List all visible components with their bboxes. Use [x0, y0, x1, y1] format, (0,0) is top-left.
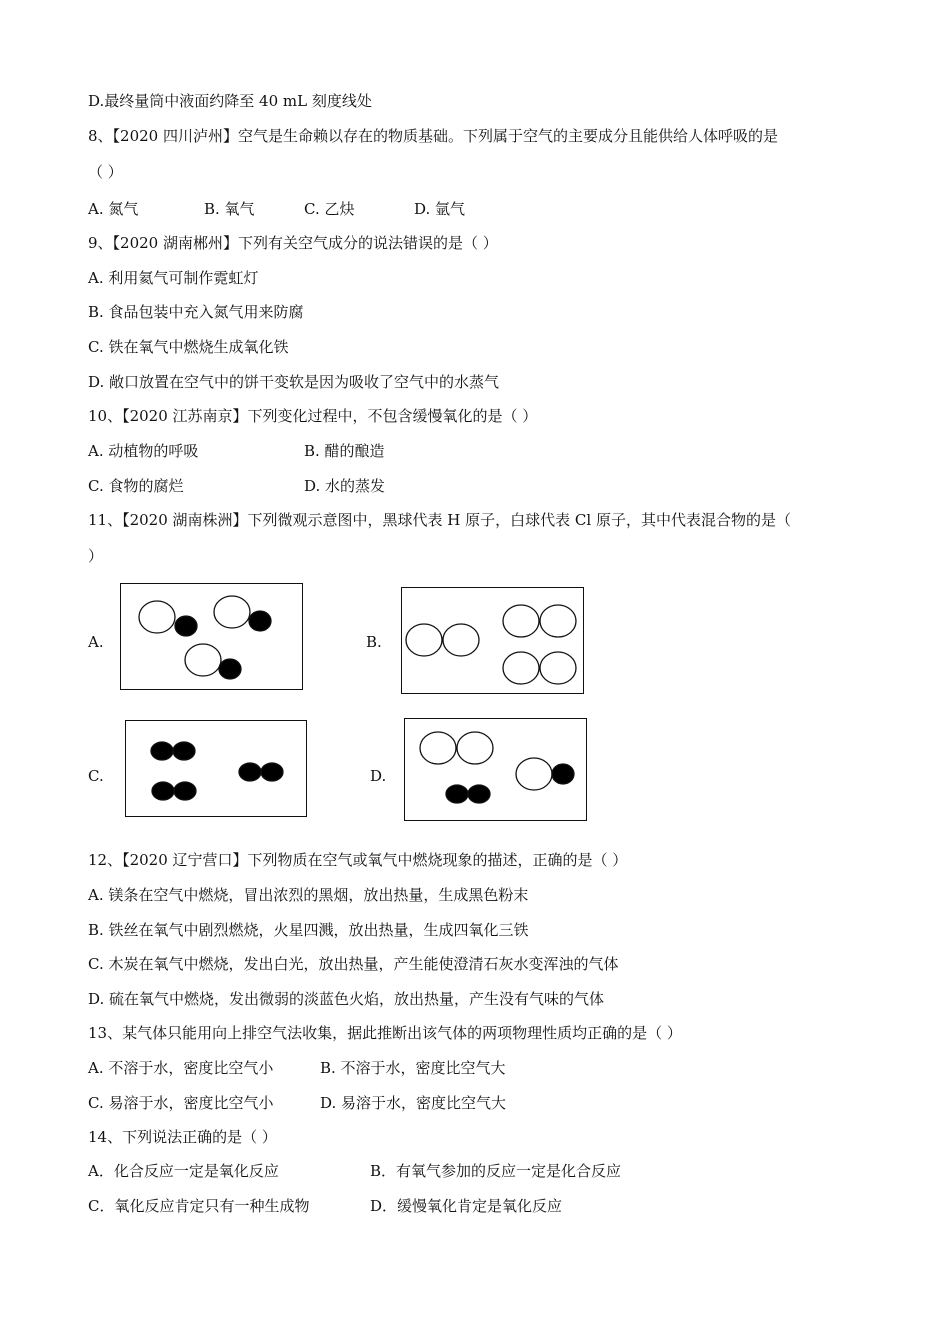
q10-option-c: C. 食物的腐烂 [88, 477, 184, 495]
q10-option-b: B. 醋的酿造 [304, 442, 385, 460]
q11-label-c: C. [88, 767, 104, 785]
q11-d-molecule-h2 [446, 785, 490, 803]
q12-option-a: A. 镁条在空气中燃烧，冒出浓烈的黑烟，放出热量，生成黑色粉末 [88, 886, 529, 904]
q12-option-b: B. 铁丝在氧气中剧烈燃烧，火星四溅，放出热量，生成四氧化三铁 [88, 921, 529, 939]
q13-stem: 13、某气体只能用向上排空气法收集，据此推断出该气体的两项物理性质均正确的是（ ） [88, 1024, 682, 1042]
q11-d-molecule-hcl [516, 758, 574, 790]
q11-stem: 11、【2020 湖南株洲】下列微观示意图中，黑球代表 H 原子，白球代表 Cl 原子，其中代表混合物的是（ [88, 511, 791, 529]
q11-answer-blank: ） [88, 547, 104, 565]
q10-stem: 10、【2020 江苏南京】下列变化过程中，不包含缓慢氧化的是（ ） [88, 407, 538, 425]
q8-option-c: C. 乙炔 [304, 200, 355, 218]
q8-answer-blank: （ ） [88, 163, 123, 181]
q11-b-molecule-1 [406, 624, 479, 656]
q8-option-b: B. 氧气 [204, 200, 255, 218]
q10-option-d: D. 水的蒸发 [304, 477, 386, 495]
q12-stem: 12、【2020 辽宁营口】下列物质在空气或氧气中燃烧现象的描述，正确的是（ ） [88, 851, 628, 869]
q14-option-b: B．有氧气参加的反应一定是化合反应 [370, 1162, 622, 1180]
q11-label-b: B. [366, 633, 382, 651]
q13-option-a: A. 不溶于水，密度比空气小 [88, 1059, 274, 1077]
q14-stem: 14、下列说法正确的是（ ） [88, 1128, 277, 1146]
q11-b-molecule-2 [503, 605, 576, 637]
q11-label-d: D. [370, 767, 387, 785]
q11-c-molecule-1 [151, 742, 195, 760]
q11-a-molecule-1 [139, 601, 197, 636]
q11-a-molecule-3 [185, 644, 241, 679]
q9-option-a: A. 利用氦气可制作霓虹灯 [88, 269, 259, 287]
q11-label-a: A. [88, 633, 104, 651]
q8-option-d: D. 氩气 [414, 200, 466, 218]
q8-stem: 8、【2020 四川泸州】空气是生命赖以存在的物质基础。下列属于空气的主要成分且能供给人体呼吸的是 [88, 127, 778, 145]
q11-c-molecule-2 [239, 763, 283, 781]
q11-d-molecule-cl2 [420, 732, 493, 764]
q12-option-c: C. 木炭在氧气中燃烧，发出白光，放出热量，产生能使澄清石灰水变浑浊的气体 [88, 955, 619, 973]
q9-option-b: B. 食品包装中充入氮气用来防腐 [88, 303, 304, 321]
q13-option-d: D. 易溶于水，密度比空气大 [320, 1094, 507, 1112]
q11-b-molecule-3 [503, 652, 576, 684]
q9-option-d: D. 敞口放置在空气中的饼干变软是因为吸收了空气中的水蒸气 [88, 373, 500, 391]
q9-stem: 9、【2020 湖南郴州】下列有关空气成分的说法错误的是（ ） [88, 234, 498, 252]
q14-option-d: D．缓慢氧化肯定是氧化反应 [370, 1197, 563, 1215]
q7-option-d: D.最终量筒中液面约降至 40 mL 刻度线处 [88, 92, 372, 110]
q11-c-molecule-3 [152, 782, 196, 800]
q14-option-c: C．氧化反应肯定只有一种生成物 [88, 1197, 310, 1215]
q10-option-a: A. 动植物的呼吸 [88, 442, 199, 460]
q11-a-molecule-2 [214, 596, 271, 631]
q14-option-a: A．化合反应一定是氧化反应 [88, 1162, 279, 1180]
q12-option-d: D. 硫在氧气中燃烧，发出微弱的淡蓝色火焰，放出热量，产生没有气味的气体 [88, 990, 605, 1008]
q9-option-c: C. 铁在氧气中燃烧生成氧化铁 [88, 338, 289, 356]
q13-option-c: C. 易溶于水，密度比空气小 [88, 1094, 274, 1112]
q13-option-b: B. 不溶于水，密度比空气大 [320, 1059, 506, 1077]
q8-option-a: A. 氮气 [88, 200, 139, 218]
